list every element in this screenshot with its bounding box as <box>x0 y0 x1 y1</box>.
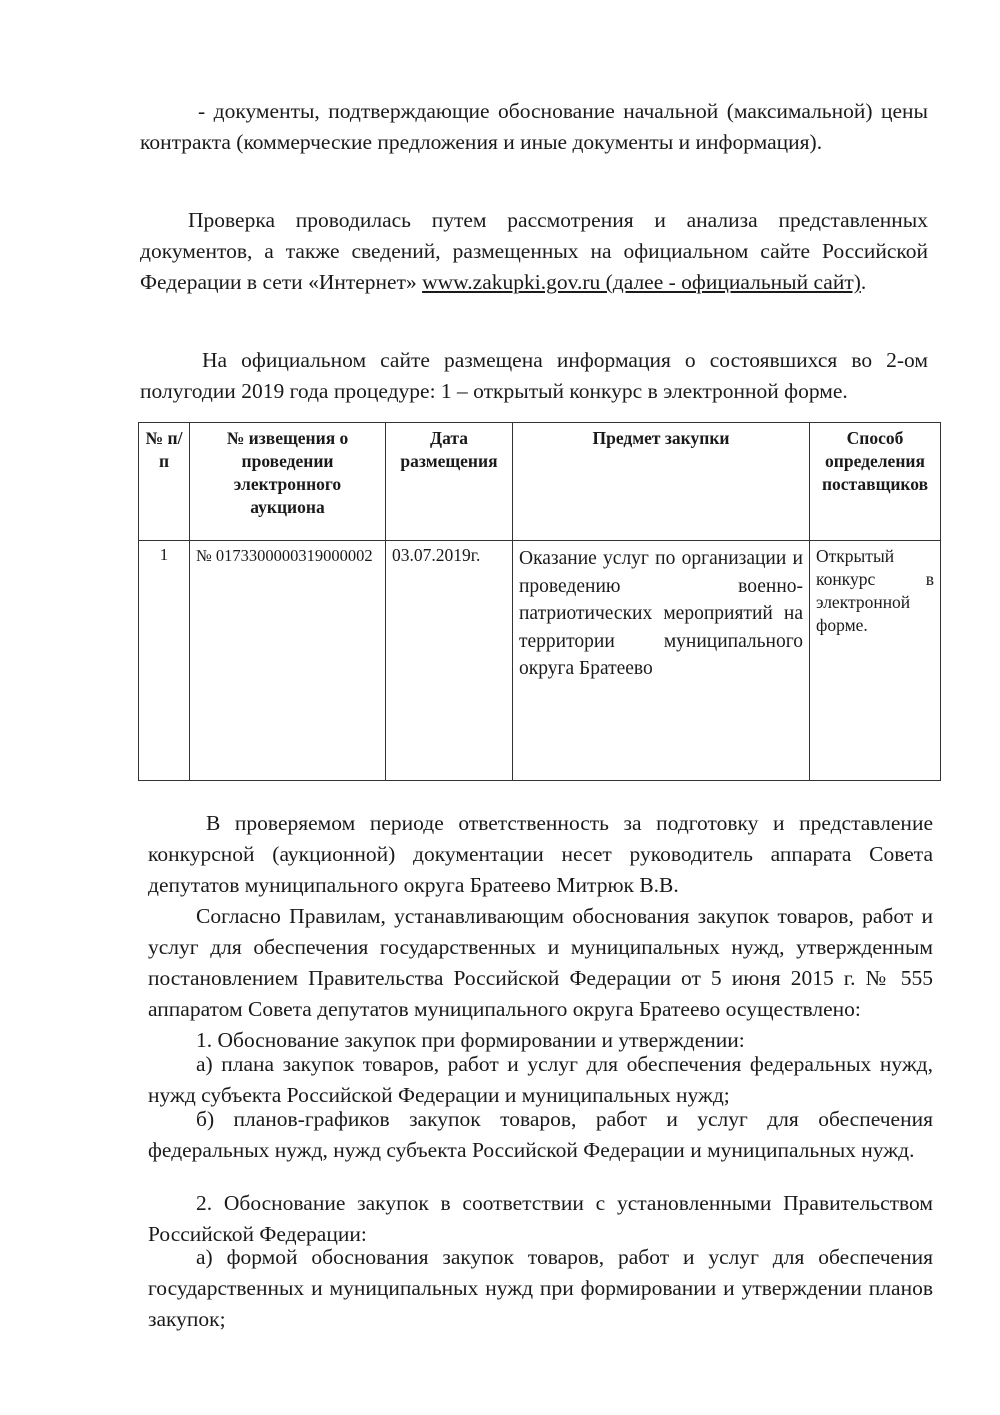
responsibility-paragraph: В проверяемом периоде ответственность за подготовку и представление конкурсной (аукционной) документации несет руководитель аппарата Совета депутатов муниципального округа Братеево Митрюк В.В. <box>148 811 933 897</box>
table-row <box>139 541 941 781</box>
rules-paragraph: Согласно Правилам, устанавливающим обоснования закупок товаров, работ и услуг для обеспечения государственных и муниципальных нужд, утвержденным постановлением Правительства Российской Федерации от 5 июня 2015 г. № 555 аппаратом Совета депутатов муниципального округа Братеево осуществлено: <box>148 904 933 1021</box>
info-paragraph: На официальном сайте размещена информация о состоявшихся во 2-ом полугодии 2019 года процедуре: 1 – открытый конкурс в электронной форме. <box>140 348 928 403</box>
official-site-link[interactable]: www.zakupki.gov.ru (далее - официальный сайт) <box>422 270 861 294</box>
header-subject: Предмет закупки <box>513 423 810 541</box>
header-num: № п/п <box>139 423 190 541</box>
header-notice: № извещения о проведении электронного аукциона <box>190 423 386 541</box>
check-paragraph-end: . <box>860 270 867 294</box>
cell-date: 03.07.2019г. <box>386 541 513 781</box>
list-item-1b: б) планов-графиков закупок товаров, работ и услуг для обеспечения федеральных нужд, нужд субъекта Российской Федерации и муниципальных нужд. <box>148 1107 933 1162</box>
procurement-table <box>138 422 941 781</box>
cell-subject: Оказание услуг по организации и проведению военно-патриотических мероприятий на территории муниципального округа Братеево <box>513 541 810 781</box>
list-item-1: 1. Обоснование закупок при формировании и утверждении: <box>196 1028 745 1052</box>
cell-method: Открытый конкурс в электронной форме. <box>810 541 941 781</box>
check-paragraph <box>140 205 928 298</box>
cell-num: 1 <box>139 541 190 781</box>
check-paragraph-text: Проверка проводилась путем рассмотрения и анализа представленных документов, а также сведений, размещенных на официальном сайте Российской Федерации в сети «Интернет» <box>140 208 928 294</box>
intro-list-item: - документы, подтверждающие обоснование начальной (максимальной) цены контракта (коммерческие предложения и иные документы и информация). <box>140 99 928 154</box>
list-item-2: 2. Обоснование закупок в соответствии с установленными Правительством Российской Федерации: <box>148 1191 933 1246</box>
header-date: Дата размещения <box>386 423 513 541</box>
list-item-1a: а) плана закупок товаров, работ и услуг для обеспечения федеральных нужд, нужд субъекта Российской Федерации и муниципальных нужд; <box>148 1052 933 1107</box>
list-item-2a: а) формой обоснования закупок товаров, работ и услуг для обеспечения государственных и муниципальных нужд при формировании и утверждении планов закупок; <box>148 1245 933 1331</box>
cell-notice: № 0173300000319000002 <box>190 541 386 781</box>
table-header-row <box>139 423 941 541</box>
header-method: Способ определения поставщиков <box>810 423 941 541</box>
